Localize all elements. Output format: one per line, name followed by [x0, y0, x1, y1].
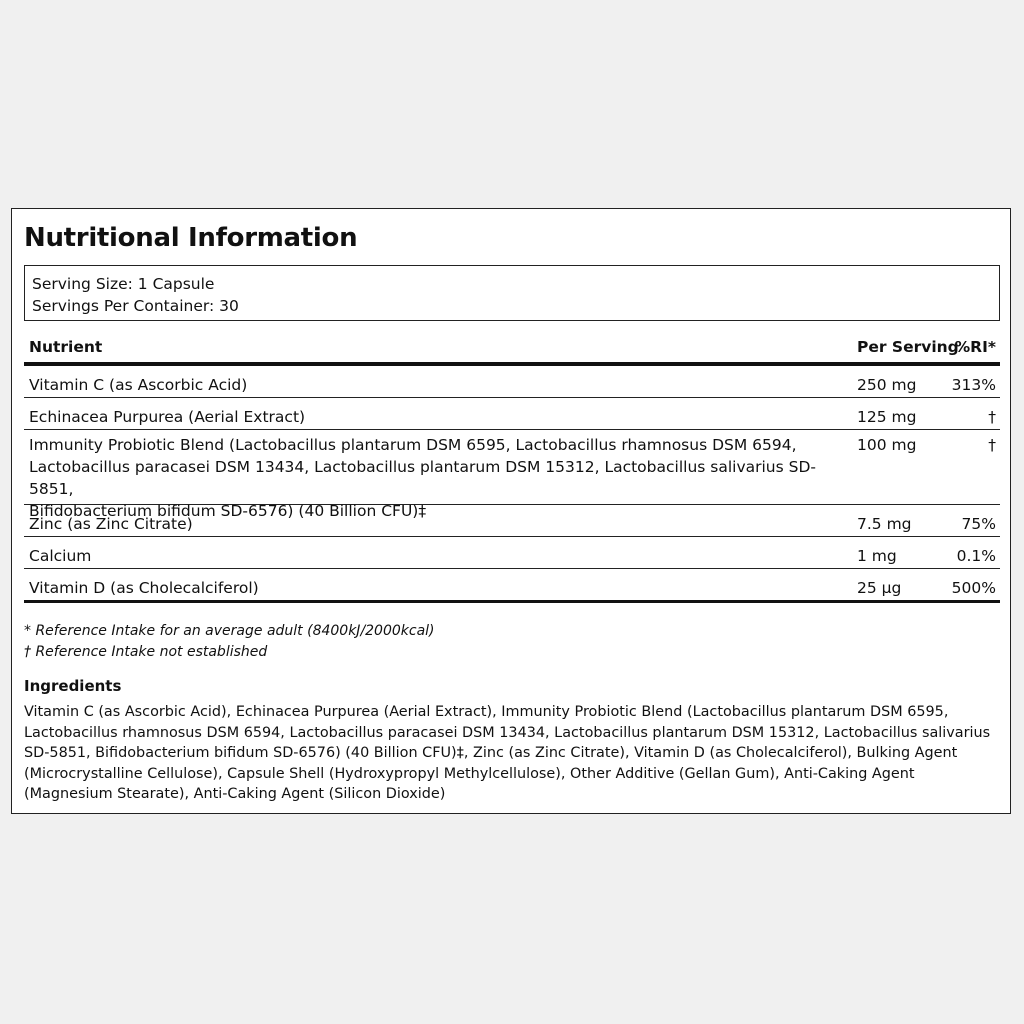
- ingredients-heading: Ingredients: [24, 677, 122, 695]
- header-nutrient: Nutrient: [29, 338, 103, 356]
- table-row: [24, 537, 1000, 569]
- nutrient-name: Zinc (as Zinc Citrate): [29, 515, 193, 533]
- ri-value: 75%: [961, 515, 996, 533]
- ri-value: 313%: [951, 376, 996, 394]
- ingredients-text: Vitamin C (as Ascorbic Acid), Echinacea Purpurea (Aerial Extract), Immunity Probiotic Blend (Lactobacillus plantarum DSM 6595, Lactobacillus rhamnosus DSM 6594, Lactobacillus paracasei DSM 13434, Lactobacillus plantarum DSM 15312, Lactobacillus salivarius SD-5851, Bifidobacterium bifidum SD-6576) (40 Billion CFU)‡, Zinc (as Zinc Citrate), Vitamin D (as Cholecalciferol), Bulking Agent (Microcrystalline Cellulose), Capsule Shell (Hydroxypropyl Methylcellulose), Other Additive (Gellan Gum), Anti-Caking Agent (Magnesium Stearate), Anti-Caking Agent (Silicon Dioxide): [24, 704, 991, 803]
- per-serving-value: 1 mg: [857, 547, 897, 565]
- table-row: [24, 505, 1000, 537]
- nutrient-name-line: Bifidobacterium bifidum SD-6576) (40 Billion CFU)‡: [29, 502, 427, 520]
- serving-size: Serving Size: 1 Capsule: [32, 275, 215, 293]
- table-header-row: [24, 333, 1000, 366]
- footnote-not-established: † Reference Intake not established: [24, 644, 268, 660]
- footnote-ri: * Reference Intake for an average adult (8400kJ/2000kcal): [24, 623, 435, 639]
- per-serving-value: 7.5 mg: [857, 515, 912, 533]
- nutrition-panel: [11, 208, 1011, 814]
- panel-title: Nutritional Information: [24, 223, 358, 253]
- nutrient-name-line: Immunity Probiotic Blend (Lactobacillus plantarum DSM 6595, Lactobacillus rhamnosus DSM 6594,: [29, 436, 797, 454]
- nutrient-name: Vitamin C (as Ascorbic Acid): [29, 376, 248, 394]
- per-serving-value: 250 mg: [857, 376, 917, 394]
- per-serving-value: 25 µg: [857, 579, 902, 597]
- table-row: [24, 366, 1000, 398]
- nutrient-name: Echinacea Purpurea (Aerial Extract): [29, 408, 306, 426]
- ri-value: †: [988, 436, 996, 454]
- table-row: [24, 569, 1000, 603]
- nutrient-name-line: Lactobacillus paracasei DSM 13434, Lactobacillus plantarum DSM 15312, Lactobacillus salivarius SD-5851,: [29, 458, 817, 498]
- nutrient-table: [24, 333, 1000, 603]
- serving-info-box: [24, 265, 1000, 321]
- header-ri: %RI*: [954, 338, 996, 356]
- nutrient-name: Calcium: [29, 547, 92, 565]
- servings-per-container: Servings Per Container: 30: [32, 297, 239, 315]
- ri-value: †: [988, 408, 996, 426]
- header-per-serving: Per Serving: [857, 338, 959, 356]
- ri-value: 0.1%: [956, 547, 996, 565]
- ri-value: 500%: [951, 579, 996, 597]
- per-serving-value: 125 mg: [857, 408, 917, 426]
- nutrient-name: Vitamin D (as Cholecalciferol): [29, 579, 259, 597]
- table-row: [24, 430, 1000, 520]
- table-row: [24, 398, 1000, 430]
- per-serving-value: 100 mg: [857, 436, 917, 454]
- footnotes: [24, 621, 435, 663]
